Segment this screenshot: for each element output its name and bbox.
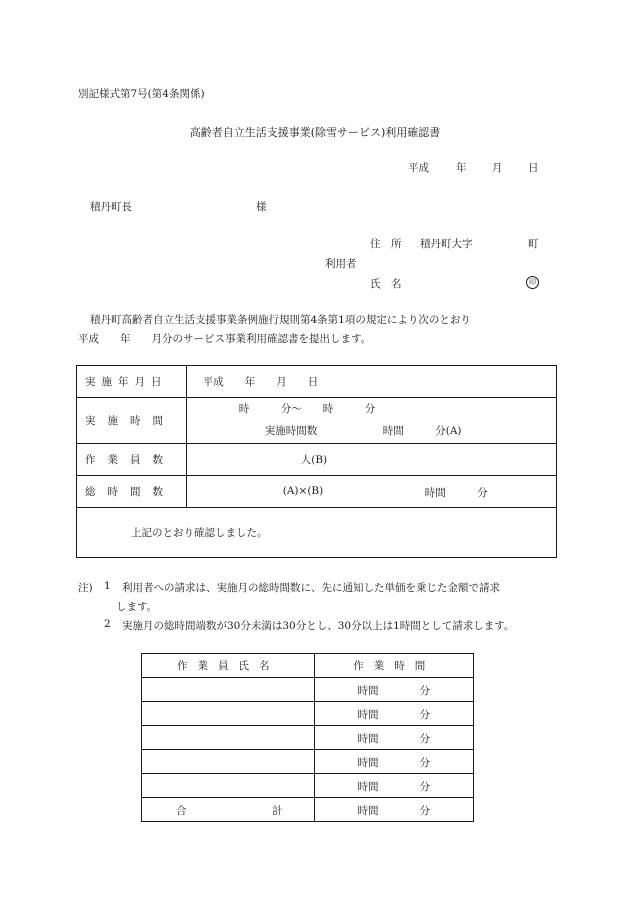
table-row — [142, 750, 474, 774]
minutes-unit: 分 — [419, 685, 430, 697]
total-formula: (A)×(B) — [282, 485, 324, 497]
body-line-1: 積丹町高齢者自立生活支援事業条例施行規則第4条第1項の規定により次のとおり — [90, 314, 471, 326]
hours-unit: 時間 — [357, 781, 379, 793]
total-row-label: 総時間数 — [77, 476, 187, 508]
total-row — [142, 798, 474, 822]
hours-unit: 時間 — [357, 709, 379, 721]
name-label: 氏 名 — [370, 278, 402, 290]
hours-unit: 時間 — [357, 805, 379, 817]
notes-prefix: 注) — [78, 582, 93, 594]
work-time-cell — [315, 774, 474, 798]
note-2-line-1: 実施月の総時間端数が30分未満は30分とし、30分以上は1時間として請求します。 — [122, 620, 515, 632]
address-value: 積丹町大字 — [420, 238, 473, 250]
workers-row-label: 作業員数 — [77, 444, 187, 476]
work-time-cell — [315, 702, 474, 726]
addressee-name: 積丹町長 — [90, 201, 132, 213]
seal-icon: 印 — [526, 276, 539, 289]
minutes-unit: 分 — [419, 805, 430, 817]
seal-mark — [526, 275, 539, 289]
worker-table — [141, 653, 474, 822]
worker-name-cell — [142, 702, 315, 726]
table-row — [142, 678, 474, 702]
date-row-label: 実施年月日 — [77, 366, 187, 398]
confirm-statement: 上記のとおり確認しました。 — [77, 508, 557, 558]
address-label: 住 所 — [370, 238, 402, 250]
total-hours: 時間 分 — [424, 487, 488, 499]
worker-name-cell — [142, 774, 315, 798]
table-row — [142, 702, 474, 726]
form-reference: 別記様式第7号(第4条関係) — [78, 88, 205, 100]
note-1-line-2: します。 — [116, 601, 158, 613]
date-row-value: 平成 年 月 日 — [186, 366, 556, 398]
minutes-unit: 分 — [419, 733, 430, 745]
form-title: 高齢者自立生活支援事業(除雪サービス)利用確認書 — [189, 126, 441, 139]
table-row — [142, 774, 474, 798]
hours-unit: 時間 — [357, 757, 379, 769]
hours-unit: 時間 — [357, 733, 379, 745]
total-time-cell — [315, 798, 474, 822]
note-2-number: 2 — [104, 618, 111, 630]
addressee-honorific: 様 — [256, 201, 267, 213]
work-time-cell — [315, 678, 474, 702]
total-label-cell — [142, 798, 315, 822]
header-worker-name: 作業員氏名 — [142, 654, 315, 678]
table-row — [142, 726, 474, 750]
note-1-line-1: 利用者への請求は、実施月の総時間数に、先に通知した単価を乗じた金額で請求 — [122, 582, 500, 594]
workers-row-value: 人(B) — [186, 444, 556, 476]
work-time-cell — [315, 750, 474, 774]
confirmation-table — [76, 365, 557, 558]
total-label-left: 合 — [176, 805, 187, 817]
time-row-label: 実施時間 — [77, 398, 187, 444]
time-total-value: 時間 分(A) — [382, 425, 462, 437]
time-total-label: 実施時間数 — [264, 425, 318, 437]
user-role: 利用者 — [325, 258, 357, 270]
note-1-number: 1 — [104, 580, 111, 592]
date-year: 年 — [456, 162, 467, 174]
header-work-time: 作業時間 — [315, 654, 474, 678]
minutes-unit: 分 — [419, 781, 430, 793]
minutes-unit: 分 — [419, 709, 430, 721]
total-label-right: 計 — [272, 805, 283, 817]
worker-name-cell — [142, 726, 315, 750]
worker-name-cell — [142, 678, 315, 702]
date-month: 月 — [492, 162, 503, 174]
address-suffix: 町 — [528, 238, 539, 250]
date-day: 日 — [528, 162, 539, 174]
body-line-2: 平成 年 月分のサービス事業利用確認書を提出します。 — [78, 333, 372, 345]
time-range: 時 分～ 時 分 — [238, 403, 376, 415]
worker-name-cell — [142, 750, 315, 774]
time-row-value — [186, 398, 556, 444]
work-time-cell — [315, 726, 474, 750]
date-era: 平成 — [408, 162, 429, 174]
hours-unit: 時間 — [357, 685, 379, 697]
total-row-value — [186, 476, 556, 508]
minutes-unit: 分 — [419, 757, 430, 769]
